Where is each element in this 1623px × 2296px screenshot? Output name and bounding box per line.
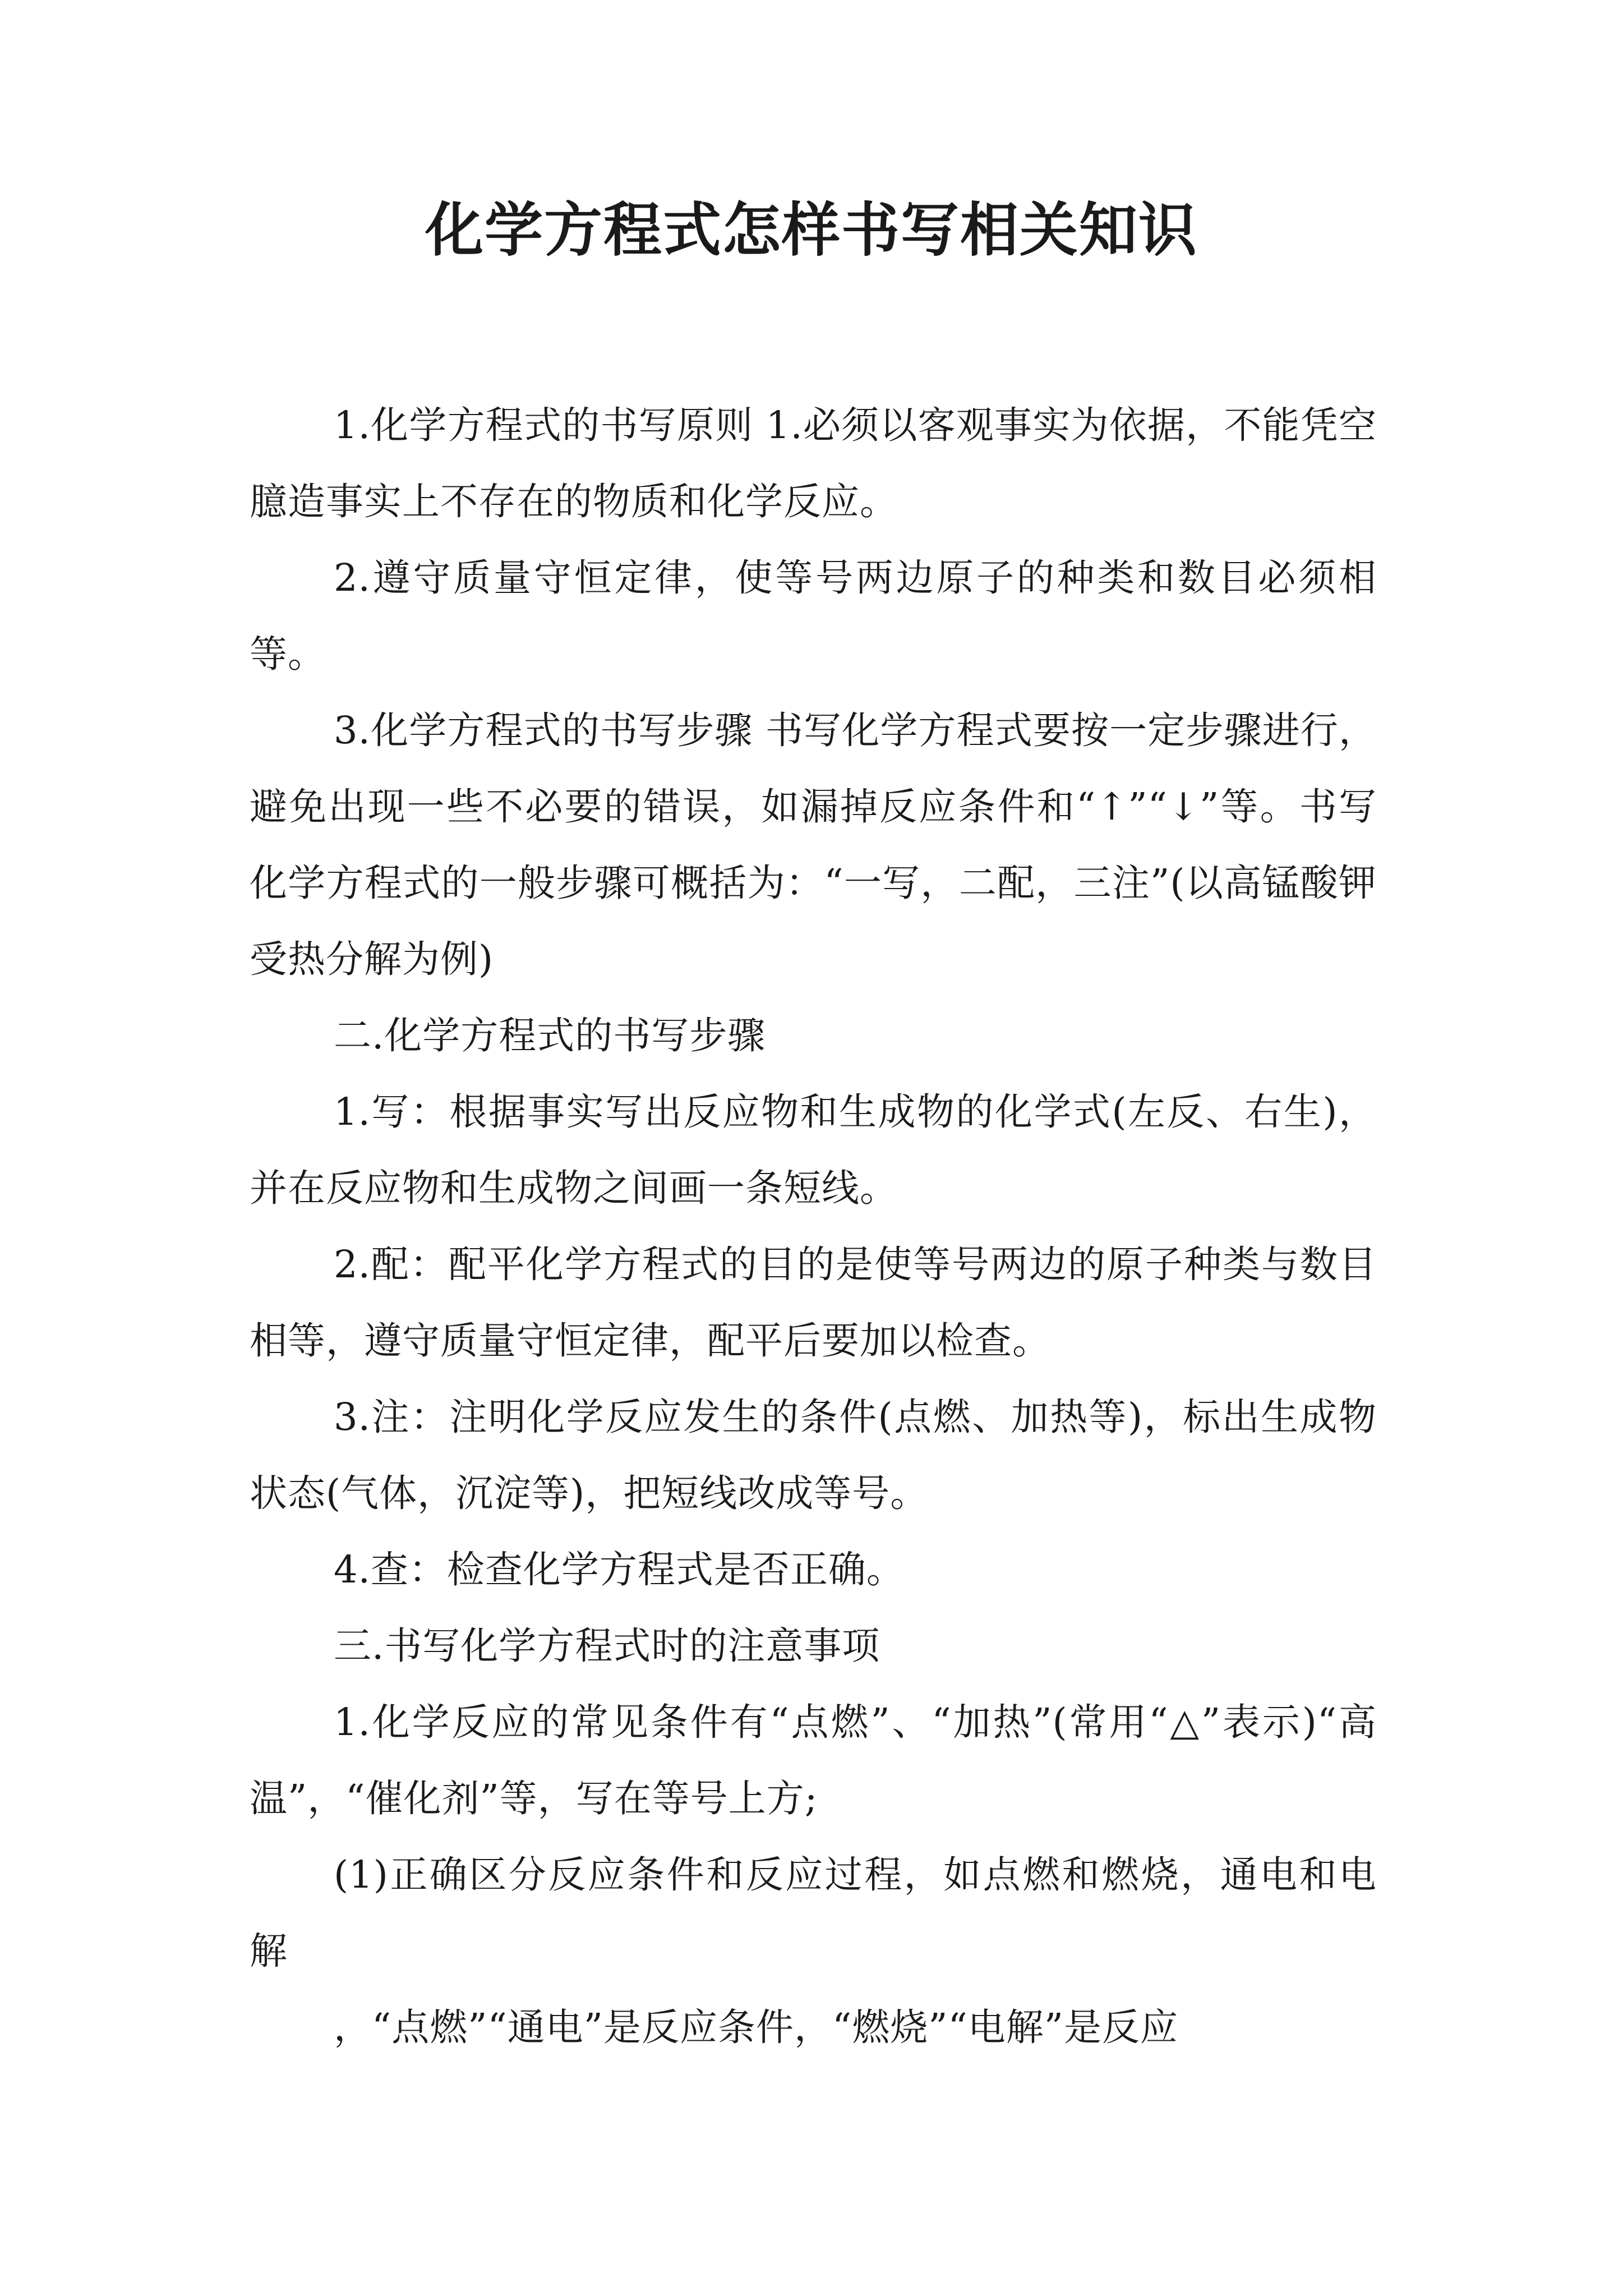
paragraph-writing-steps-intro: 3.化学方程式的书写步骤 书写化学方程式要按一定步骤进行，避免出现一些不必要的错误，如漏掉反应条件和“↑”“↓”等。书写化学方程式的一般步骤可概括为：“一写，二配，三注”(以高锰酸钾受热分解为例) — [250, 708, 1377, 981]
paragraph-conditions-examples: ，“点燃”“通电”是反应条件，“燃烧”“电解”是反应 — [334, 2005, 1179, 2049]
paragraph-step-write: 1.写：根据事实写出反应物和生成物的化学式(左反、右生)，并在反应物和生成物之间画一条短线。 — [250, 1090, 1377, 1210]
paragraph-reaction-conditions: 1.化学反应的常见条件有“点燃”、“加热”(常用“△”表示)“高温”，“催化剂”等，写在等号上方; — [250, 1700, 1377, 1820]
section-heading-precautions: 三.书写化学方程式时的注意事项 — [334, 1624, 880, 1668]
section-heading-writing-steps: 二.化学方程式的书写步骤 — [334, 1014, 766, 1057]
document-body — [250, 387, 1377, 2065]
paragraph-step-annotate: 3.注：注明化学反应发生的条件(点燃、加热等)，标出生成物状态(气体，沉淀等)，把短线改成等号。 — [250, 1395, 1377, 1515]
paragraph-conditions-vs-process: (1)正确区分反应条件和反应过程，如点燃和燃烧，通电和电解 — [250, 1853, 1377, 1973]
paragraph-step-balance: 2.配：配平化学方程式的目的是使等号两边的原子种类与数目相等，遵守质量守恒定律，配平后要加以检查。 — [250, 1243, 1377, 1363]
paragraph-mass-conservation: 2.遵守质量守恒定律，使等号两边原子的种类和数目必须相等。 — [250, 556, 1377, 676]
document-title: 化学方程式怎样书写相关知识 — [425, 196, 1198, 264]
paragraph-writing-principles: 1.化学方程式的书写原则 1.必须以客观事实为依据，不能凭空臆造事实上不存在的物质和化学反应。 — [250, 403, 1377, 523]
paragraph-step-check: 4.查：检查化学方程式是否正确。 — [334, 1548, 905, 1591]
